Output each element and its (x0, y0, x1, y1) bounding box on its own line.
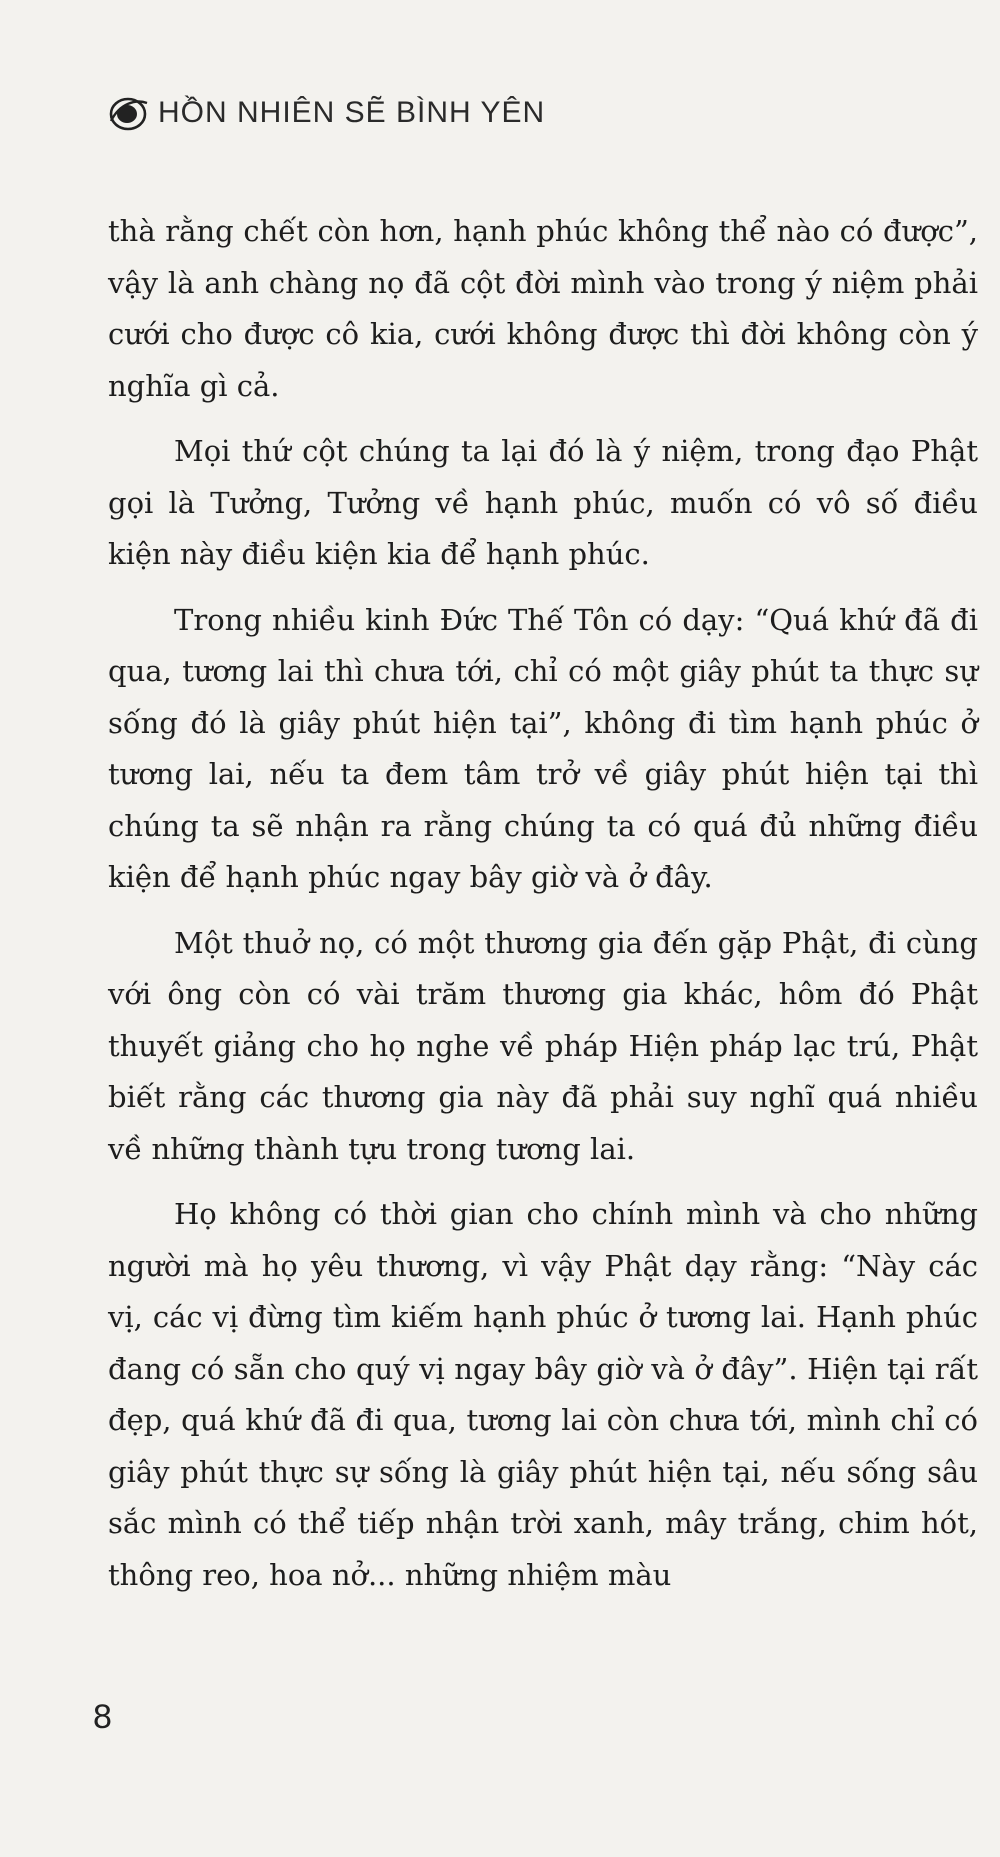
text-body (108, 206, 978, 1601)
ring-logo-icon (106, 93, 150, 133)
paragraph-continued: thà rằng chết còn hơn, hạnh phúc không thể nào có được”, vậy là anh chàng nọ đã cột đời mình vào trong ý niệm phải cưới cho được cô kia, cưới không được thì đời không còn ý nghĩa gì cả. (108, 214, 978, 403)
paragraph: Một thuở nọ, có một thương gia đến gặp Phật, đi cùng với ông còn có vài trăm thương gia khác, hôm đó Phật thuyết giảng cho họ nghe về pháp Hiện pháp lạc trú, Phật biết rằng các thương gia này đã phải suy nghĩ quá nhiều về những thành tựu trong tương lai. (108, 925, 978, 1166)
book-title: HỒN NHIÊN SẼ BÌNH YÊN (158, 96, 546, 129)
paragraph: Họ không có thời gian cho chính mình và cho những người mà họ yêu thương, vì vậy Phật dạy rằng: “Này các vị, các vị đừng tìm kiếm hạnh phúc ở tương lai. Hạnh phúc đang có sẵn cho quý vị ngay bây giờ và ở đây”. Hiện tại rất đẹp, quá khứ đã đi qua, tương lai còn chưa tới, mình chỉ có giây phút thực sự sống là giây phút hiện tại, nếu sống sâu sắc mình có thể tiếp nhận trời xanh, mây trắng, chim hót, thông reo, hoa nở... những nhiệm màu (108, 1197, 978, 1592)
running-header (106, 90, 545, 136)
paragraph: Mọi thứ cột chúng ta lại đó là ý niệm, trong đạo Phật gọi là Tưởng, Tưởng về hạnh phúc, muốn có vô số điều kiện này điều kiện kia để hạnh phúc. (108, 434, 978, 571)
page-number: 8 (93, 1698, 112, 1736)
paragraph: Trong nhiều kinh Đức Thế Tôn có dạy: “Quá khứ đã đi qua, tương lai thì chưa tới, chỉ có một giây phút ta thực sự sống đó là giây phút hiện tại”, không đi tìm hạnh phúc ở tương lai, nếu ta đem tâm trở về giây phút hiện tại thì chúng ta sẽ nhận ra rằng chúng ta có quá đủ những điều kiện để hạnh phúc ngay bây giờ và ở đây. (108, 602, 978, 894)
